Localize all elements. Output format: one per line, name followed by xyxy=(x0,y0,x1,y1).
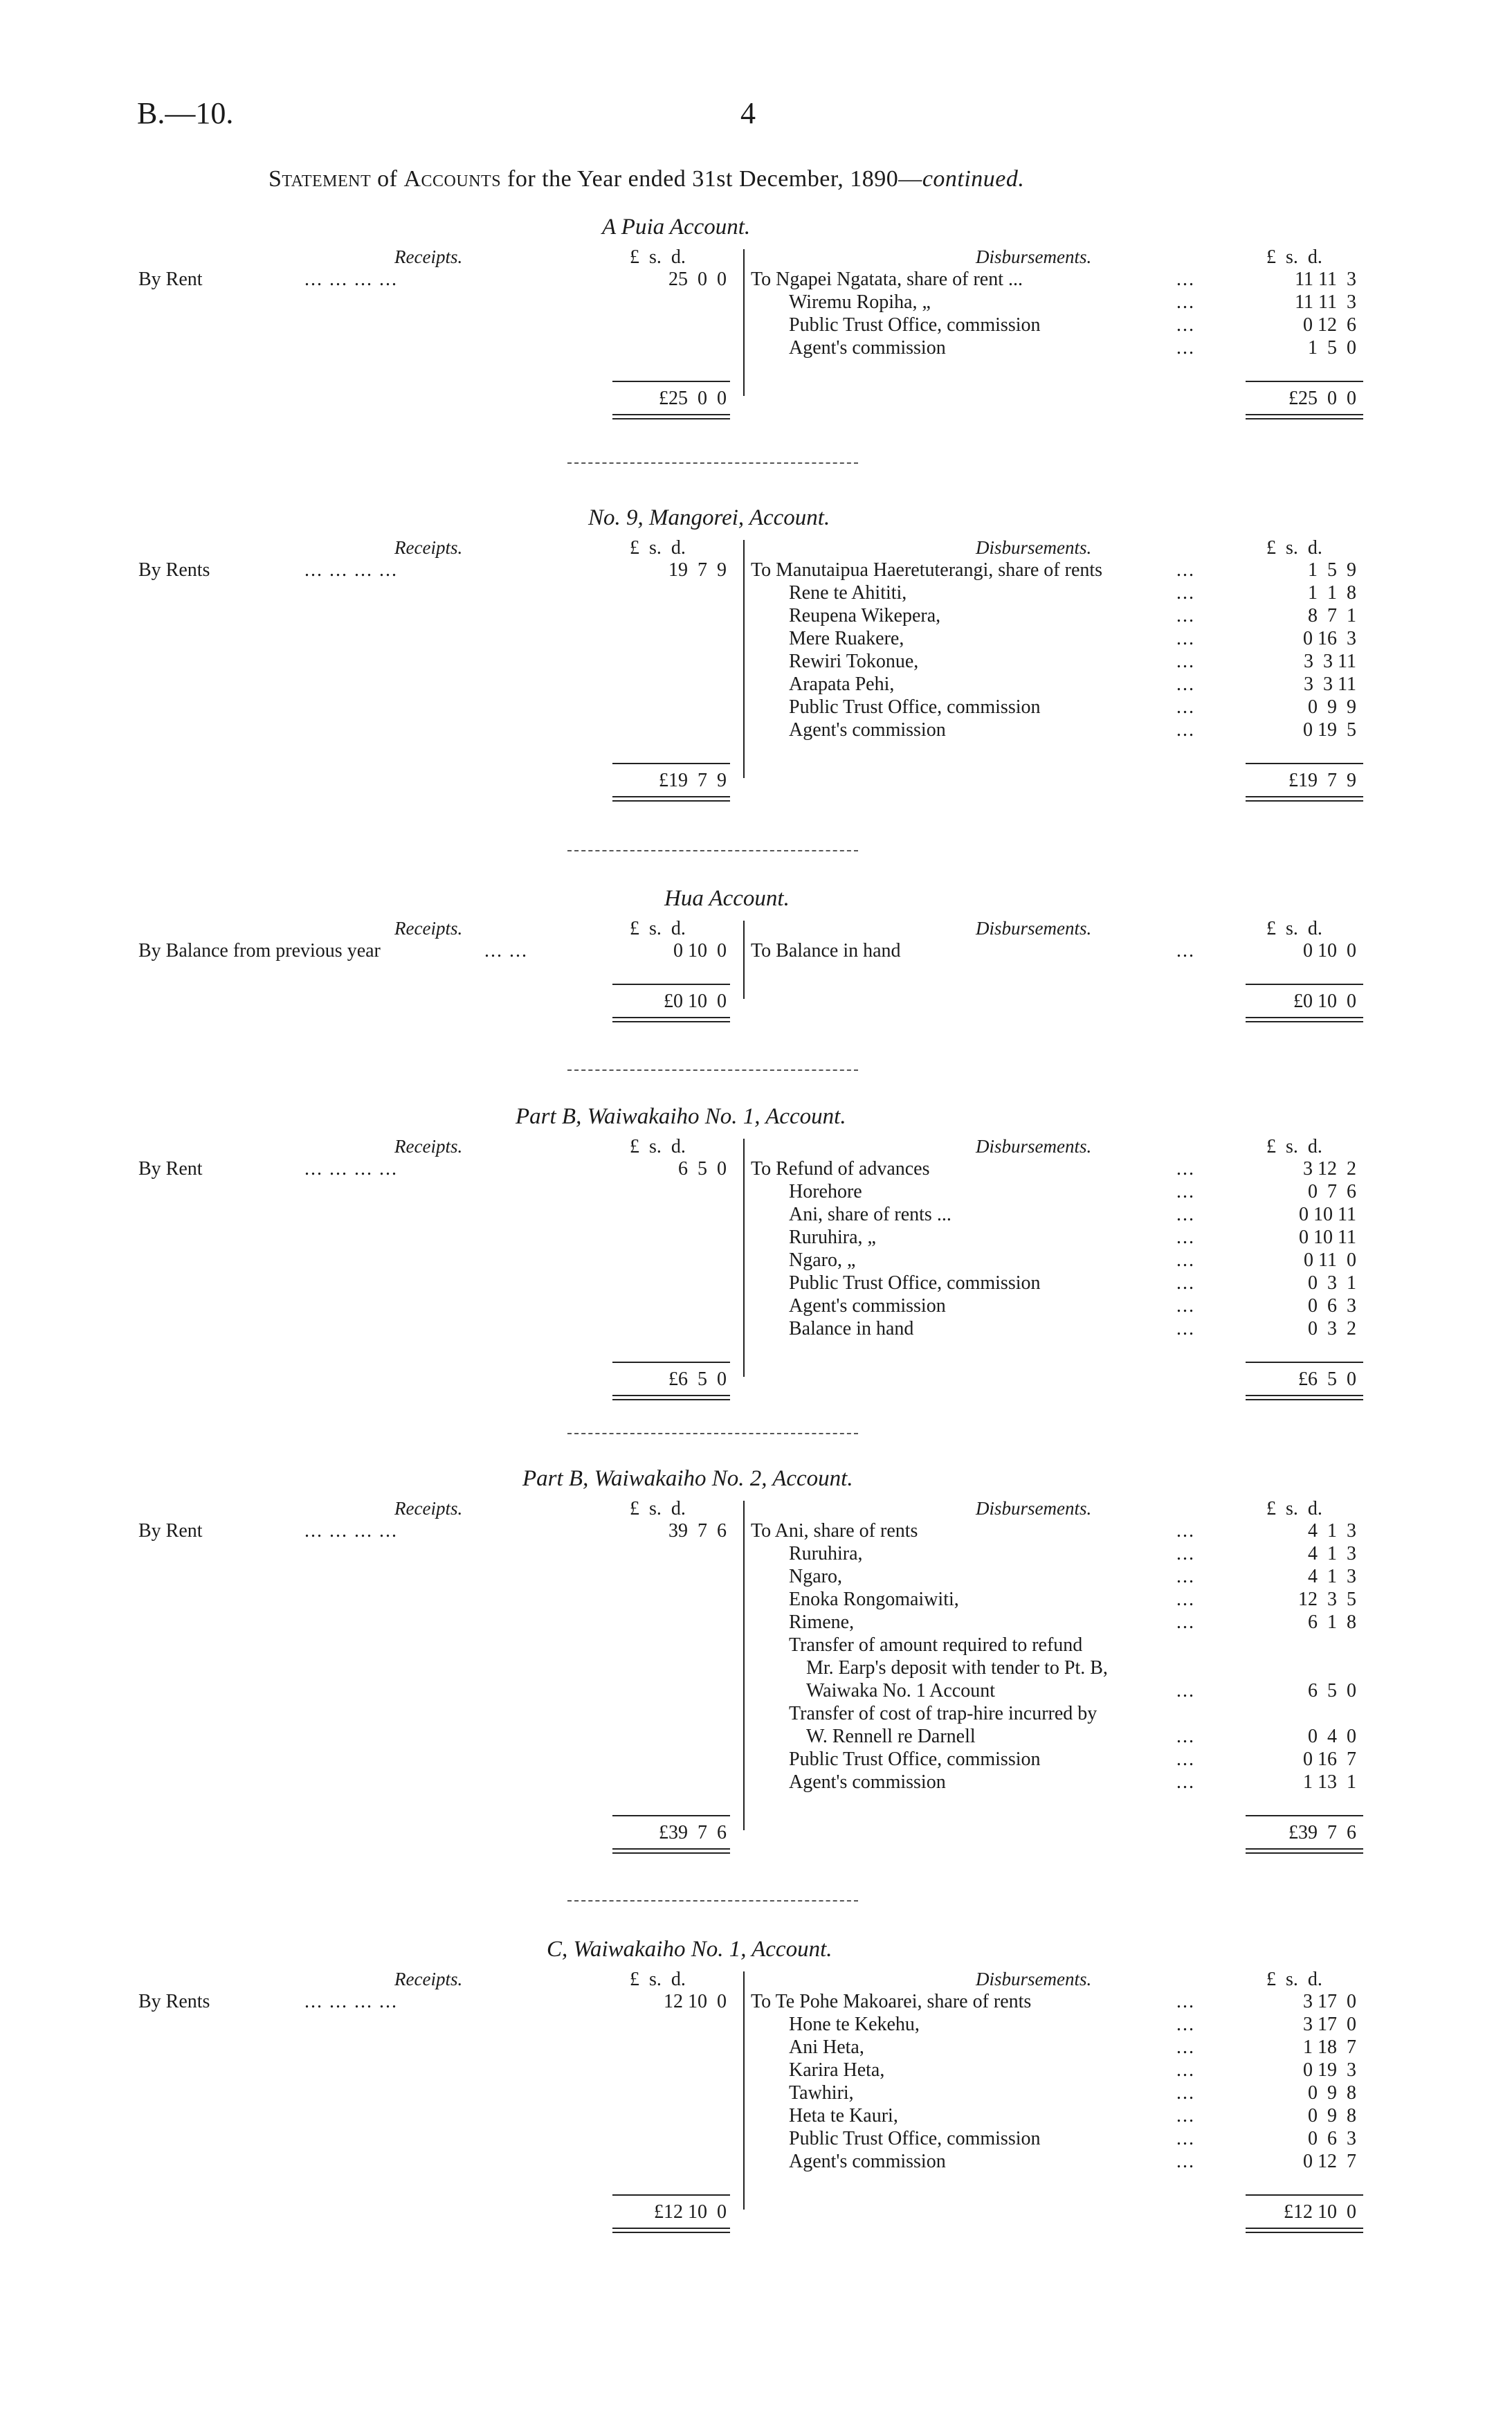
disbursement-amount: 1 5 9 xyxy=(1308,559,1356,581)
disbursement-leader-dots: ... xyxy=(1176,1158,1195,1180)
receipts-lsd-heading: £ s. d. xyxy=(630,246,686,268)
receipts-total-double-rule xyxy=(612,1848,730,1854)
disbursement-amount: 0 6 3 xyxy=(1308,2128,1356,2149)
disbursement-amount: 3 17 0 xyxy=(1303,1991,1356,2012)
disbursement-amount: 1 5 0 xyxy=(1308,337,1356,359)
disbursement-leader-dots: ... xyxy=(1176,1566,1195,1587)
disbursement-item: Arapata Pehi, xyxy=(789,674,895,695)
receipts-lsd-heading: £ s. d. xyxy=(630,1969,686,1990)
document-series: B.—10. xyxy=(137,96,234,130)
receipt-amount: 12 10 0 xyxy=(664,1991,727,2012)
disbursement-leader-dots: ... xyxy=(1176,1991,1195,2012)
disbursement-amount: 0 3 2 xyxy=(1308,1318,1356,1339)
disbursement-item: Public Trust Office, commission xyxy=(789,2128,1041,2149)
disbursements-total: £39 7 6 xyxy=(1288,1822,1356,1843)
disbursement-item: Public Trust Office, commission xyxy=(789,1272,1041,1294)
section-separator xyxy=(567,1433,858,1434)
disbursement-item: Heta te Kauri, xyxy=(789,2105,898,2126)
disbursement-item: Enoka Rongomaiwiti, xyxy=(789,1589,959,1610)
disbursements-total: £12 10 0 xyxy=(1284,2201,1356,2223)
disbursement-leader-dots: ... xyxy=(1176,2151,1195,2172)
disbursement-leader-dots: ... xyxy=(1176,1520,1195,1542)
receipts-heading: Receipts. xyxy=(394,1969,463,1989)
disbursement-amount: 12 3 5 xyxy=(1298,1589,1356,1610)
disbursement-item: Mere Ruakere, xyxy=(789,628,904,649)
disbursement-leader-dots: ... xyxy=(1176,2037,1195,2058)
disbursement-amount: 0 10 11 xyxy=(1299,1204,1356,1225)
disbursement-leader-dots: ... xyxy=(1176,696,1195,718)
receipt-amount: 0 10 0 xyxy=(673,940,727,961)
disbursement-leader-dots: ... xyxy=(1176,582,1195,604)
disbursements-total-rule xyxy=(1246,1362,1363,1363)
disbursement-leader-dots: ... xyxy=(1176,605,1195,626)
disbursement-amount: 0 19 3 xyxy=(1303,2059,1356,2081)
page-number: 4 xyxy=(740,96,756,130)
disbursements-total-double-rule xyxy=(1246,1848,1363,1854)
disbursement-amount: 6 1 8 xyxy=(1308,1611,1356,1633)
disbursement-item: To Ani, share of rents xyxy=(751,1520,918,1542)
disbursement-leader-dots: ... xyxy=(1176,1680,1195,1701)
section-separator xyxy=(567,462,858,464)
disbursement-amount: 3 17 0 xyxy=(1303,2014,1356,2035)
disbursement-amount: 4 1 3 xyxy=(1308,1543,1356,1564)
disbursements-heading: Disbursements. xyxy=(976,918,1092,939)
disbursement-amount: 0 19 5 xyxy=(1303,719,1356,741)
disbursements-total-double-rule xyxy=(1246,414,1363,419)
disbursements-total: £0 10 0 xyxy=(1293,991,1356,1012)
disbursements-total-rule xyxy=(1246,1815,1363,1816)
disbursement-amount: 3 3 11 xyxy=(1304,674,1356,695)
disbursement-amount: 8 7 1 xyxy=(1308,605,1356,626)
disbursement-item: Waiwaka No. 1 Account xyxy=(806,1680,995,1701)
disbursement-amount: 0 10 11 xyxy=(1299,1227,1356,1248)
account-title: C, Waiwakaiho No. 1, Account. xyxy=(547,1937,832,1962)
receipts-heading: Receipts. xyxy=(394,918,463,939)
disbursement-amount: 0 9 8 xyxy=(1308,2105,1356,2126)
disbursements-lsd-heading: £ s. d. xyxy=(1266,537,1322,559)
disbursement-amount: 3 3 11 xyxy=(1304,651,1356,672)
disbursement-leader-dots: ... xyxy=(1176,674,1195,695)
column-divider xyxy=(743,921,745,999)
disbursement-leader-dots: ... xyxy=(1176,1295,1195,1317)
receipts-total-double-rule xyxy=(612,1395,730,1400)
disbursements-heading: Disbursements. xyxy=(976,1136,1092,1157)
disbursement-leader-dots: ... xyxy=(1176,559,1195,581)
disbursement-amount: 0 12 6 xyxy=(1303,314,1356,336)
disbursement-leader-dots: ... xyxy=(1176,2105,1195,2126)
disbursement-item: Agent's commission xyxy=(789,2151,946,2172)
disbursement-amount: 0 16 3 xyxy=(1303,628,1356,649)
disbursements-total-double-rule xyxy=(1246,1395,1363,1400)
receipts-heading: Receipts. xyxy=(394,246,463,267)
disbursements-heading: Disbursements. xyxy=(976,537,1092,558)
disbursement-item: Tawhiri, xyxy=(789,2082,854,2104)
receipt-leader-dots: ... ... ... ... xyxy=(304,559,398,581)
disbursement-item: Horehore xyxy=(789,1181,862,1202)
account-title: No. 9, Mangorei, Account. xyxy=(588,505,830,530)
title-rest: for the Year ended 31st December, 1890— xyxy=(507,166,922,192)
receipts-lsd-heading: £ s. d. xyxy=(630,1498,686,1519)
disbursement-amount: 4 1 3 xyxy=(1308,1520,1356,1542)
receipts-lsd-heading: £ s. d. xyxy=(630,537,686,559)
disbursements-total-double-rule xyxy=(1246,1017,1363,1022)
receipts-heading: Receipts. xyxy=(394,537,463,558)
column-divider xyxy=(743,249,745,396)
disbursement-leader-dots: ... xyxy=(1176,1589,1195,1610)
disbursement-leader-dots: ... xyxy=(1176,2082,1195,2104)
column-divider xyxy=(743,1501,745,1830)
disbursements-heading: Disbursements. xyxy=(976,246,1092,267)
receipts-total-double-rule xyxy=(612,1017,730,1022)
receipts-total-double-rule xyxy=(612,414,730,419)
receipt-leader-dots: ... ... ... ... xyxy=(304,1520,398,1542)
disbursements-total: £6 5 0 xyxy=(1298,1369,1356,1390)
receipts-total: £19 7 9 xyxy=(659,770,727,791)
disbursements-heading: Disbursements. xyxy=(976,1498,1092,1519)
section-separator xyxy=(567,850,858,851)
disbursement-leader-dots: ... xyxy=(1176,1249,1195,1271)
disbursement-leader-dots: ... xyxy=(1176,651,1195,672)
account-title: A Puia Account. xyxy=(602,215,751,240)
disbursement-leader-dots: ... xyxy=(1176,1204,1195,1225)
receipts-lsd-heading: £ s. d. xyxy=(630,1136,686,1157)
receipts-total-rule xyxy=(612,984,730,985)
disbursements-total-rule xyxy=(1246,763,1363,764)
statement-title xyxy=(268,166,1024,192)
receipt-label: By Rents xyxy=(138,559,210,581)
receipt-amount: 19 7 9 xyxy=(668,559,727,581)
disbursements-lsd-heading: £ s. d. xyxy=(1266,1498,1322,1519)
account-title: Part B, Waiwakaiho No. 1, Account. xyxy=(516,1104,846,1129)
title-of: of xyxy=(377,166,398,192)
title-lead: Statement xyxy=(268,166,372,192)
section-separator xyxy=(567,1069,858,1071)
column-divider xyxy=(743,1971,745,2210)
disbursement-item: Transfer of cost of trap-hire incurred by xyxy=(789,1703,1097,1724)
disbursement-item: Public Trust Office, commission xyxy=(789,696,1041,718)
disbursement-item: Reupena Wikepera, xyxy=(789,605,941,626)
disbursement-item: Ani Heta, xyxy=(789,2037,864,2058)
disbursement-leader-dots: ... xyxy=(1176,628,1195,649)
disbursement-amount: 0 16 7 xyxy=(1303,1749,1356,1770)
disbursement-amount: 0 9 9 xyxy=(1308,696,1356,718)
disbursement-leader-dots: ... xyxy=(1176,1611,1195,1633)
disbursement-amount: 0 6 3 xyxy=(1308,1295,1356,1317)
disbursement-amount: 0 12 7 xyxy=(1303,2151,1356,2172)
receipt-label: By Rent xyxy=(138,269,203,290)
receipt-amount: 25 0 0 xyxy=(668,269,727,290)
disbursement-leader-dots: ... xyxy=(1176,1181,1195,1202)
disbursement-item: Mr. Earp's deposit with tender to Pt. B, xyxy=(806,1657,1108,1679)
disbursement-amount: 0 3 1 xyxy=(1308,1272,1356,1294)
disbursement-item: Ngaro, „ xyxy=(789,1249,856,1271)
receipt-label: By Rents xyxy=(138,1991,210,2012)
disbursement-item: Wiremu Ropiha, „ xyxy=(789,291,931,313)
section-separator xyxy=(567,1900,858,1902)
disbursement-leader-dots: ... xyxy=(1176,1726,1195,1747)
receipt-label: By Balance from previous year xyxy=(138,940,381,961)
disbursements-total-rule xyxy=(1246,2194,1363,2196)
disbursement-item: Ani, share of rents ... xyxy=(789,1204,951,1225)
disbursement-leader-dots: ... xyxy=(1176,1272,1195,1294)
disbursements-total: £19 7 9 xyxy=(1288,770,1356,791)
receipt-leader-dots: ... ... ... ... xyxy=(304,269,398,290)
disbursement-item: Agent's commission xyxy=(789,337,946,359)
receipts-heading: Receipts. xyxy=(394,1136,463,1157)
disbursement-item: Agent's commission xyxy=(789,1771,946,1793)
disbursement-item: Karira Heta, xyxy=(789,2059,885,2081)
disbursement-leader-dots: ... xyxy=(1176,2059,1195,2081)
disbursement-item: To Manutaipua Haeretuterangi, share of rents xyxy=(751,559,1103,581)
disbursement-amount: 0 10 0 xyxy=(1303,940,1356,961)
account-title: Hua Account. xyxy=(664,886,790,911)
disbursement-item: To Te Pohe Makoarei, share of rents xyxy=(751,1991,1032,2012)
disbursement-item: Rimene, xyxy=(789,1611,855,1633)
disbursement-leader-dots: ... xyxy=(1176,337,1195,359)
receipt-leader-dots: ... ... ... ... xyxy=(304,1158,398,1180)
disbursement-leader-dots: ... xyxy=(1176,2128,1195,2149)
disbursement-amount: 1 18 7 xyxy=(1303,2037,1356,2058)
column-divider xyxy=(743,540,745,778)
disbursement-leader-dots: ... xyxy=(1176,291,1195,313)
disbursement-amount: 0 11 0 xyxy=(1304,1249,1356,1271)
receipt-label: By Rent xyxy=(138,1520,203,1542)
disbursement-leader-dots: ... xyxy=(1176,1771,1195,1793)
disbursements-lsd-heading: £ s. d. xyxy=(1266,1969,1322,1990)
disbursement-amount: 0 4 0 xyxy=(1308,1726,1356,1747)
disbursements-total-double-rule xyxy=(1246,796,1363,802)
disbursement-item: Public Trust Office, commission xyxy=(789,1749,1041,1770)
receipt-leader-dots: ... ... ... ... xyxy=(304,1991,398,2012)
disbursement-item: To Balance in hand xyxy=(751,940,901,961)
disbursement-leader-dots: ... xyxy=(1176,719,1195,741)
disbursement-amount: 6 5 0 xyxy=(1308,1680,1356,1701)
receipts-total-rule xyxy=(612,2194,730,2196)
disbursements-total-rule xyxy=(1246,381,1363,382)
receipt-amount: 39 7 6 xyxy=(668,1520,727,1542)
receipts-total: £12 10 0 xyxy=(654,2201,727,2223)
disbursement-item: Agent's commission xyxy=(789,1295,946,1317)
disbursements-total: £25 0 0 xyxy=(1288,388,1356,409)
disbursement-amount: 4 1 3 xyxy=(1308,1566,1356,1587)
receipts-total-double-rule xyxy=(612,796,730,802)
disbursement-item: W. Rennell re Darnell xyxy=(806,1726,976,1747)
disbursement-leader-dots: ... xyxy=(1176,1543,1195,1564)
disbursements-heading: Disbursements. xyxy=(976,1969,1092,1989)
disbursement-leader-dots: ... xyxy=(1176,940,1195,961)
title-accounts: Accounts xyxy=(403,166,502,192)
disbursement-item: Rene te Ahititi, xyxy=(789,582,907,604)
receipts-total-double-rule xyxy=(612,2228,730,2233)
disbursement-amount: 0 7 6 xyxy=(1308,1181,1356,1202)
receipts-total: £25 0 0 xyxy=(659,388,727,409)
disbursement-leader-dots: ... xyxy=(1176,314,1195,336)
disbursement-item: Rewiri Tokonue, xyxy=(789,651,919,672)
receipts-total: £39 7 6 xyxy=(659,1822,727,1843)
receipts-lsd-heading: £ s. d. xyxy=(630,918,686,939)
disbursement-amount: 11 11 3 xyxy=(1295,291,1356,313)
column-divider xyxy=(743,1139,745,1377)
disbursement-leader-dots: ... xyxy=(1176,1227,1195,1248)
title-continued: continued. xyxy=(922,166,1025,192)
disbursement-leader-dots: ... xyxy=(1176,1318,1195,1339)
receipt-leader-dots: ... ... xyxy=(484,940,528,961)
receipt-amount: 6 5 0 xyxy=(678,1158,727,1180)
disbursement-item: Ruruhira, xyxy=(789,1543,863,1564)
disbursements-lsd-heading: £ s. d. xyxy=(1266,246,1322,268)
receipts-total-rule xyxy=(612,1815,730,1816)
disbursements-lsd-heading: £ s. d. xyxy=(1266,1136,1322,1157)
disbursement-leader-dots: ... xyxy=(1176,269,1195,290)
disbursement-item: Public Trust Office, commission xyxy=(789,314,1041,336)
receipt-label: By Rent xyxy=(138,1158,203,1180)
receipts-heading: Receipts. xyxy=(394,1498,463,1519)
receipts-total-rule xyxy=(612,763,730,764)
disbursement-amount: 1 1 8 xyxy=(1308,582,1356,604)
disbursement-amount: 1 13 1 xyxy=(1303,1771,1356,1793)
disbursement-item: Ngaro, xyxy=(789,1566,842,1587)
disbursements-lsd-heading: £ s. d. xyxy=(1266,918,1322,939)
disbursement-item: Ruruhira, „ xyxy=(789,1227,876,1248)
receipts-total: £6 5 0 xyxy=(668,1369,727,1390)
receipts-total: £0 10 0 xyxy=(664,991,727,1012)
disbursement-item: Hone te Kekehu, xyxy=(789,2014,920,2035)
account-title: Part B, Waiwakaiho No. 2, Account. xyxy=(522,1466,853,1491)
disbursement-leader-dots: ... xyxy=(1176,1749,1195,1770)
disbursement-amount: 11 11 3 xyxy=(1295,269,1356,290)
disbursements-total-rule xyxy=(1246,984,1363,985)
receipts-total-rule xyxy=(612,381,730,382)
receipts-total-rule xyxy=(612,1362,730,1363)
disbursement-item: To Refund of advances xyxy=(751,1158,930,1180)
disbursement-amount: 0 9 8 xyxy=(1308,2082,1356,2104)
disbursement-item: Transfer of amount required to refund xyxy=(789,1634,1083,1656)
disbursement-amount: 3 12 2 xyxy=(1303,1158,1356,1180)
disbursement-leader-dots: ... xyxy=(1176,2014,1195,2035)
disbursement-item: Agent's commission xyxy=(789,719,946,741)
disbursement-item: Balance in hand xyxy=(789,1318,914,1339)
disbursement-item: To Ngapei Ngatata, share of rent ... xyxy=(751,269,1023,290)
disbursements-total-double-rule xyxy=(1246,2228,1363,2233)
